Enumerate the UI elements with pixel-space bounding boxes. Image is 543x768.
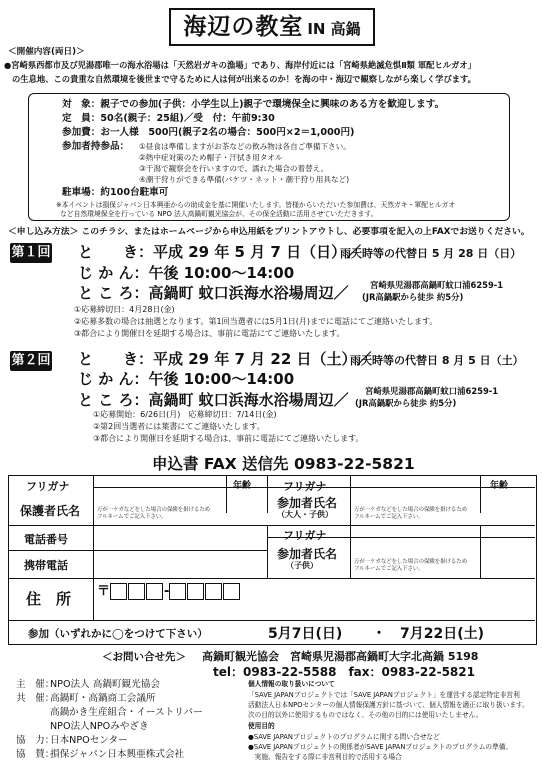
title-text: 海辺の教室 (183, 14, 304, 40)
participant-name-input[interactable] (351, 488, 479, 524)
postal-dash: - (164, 584, 170, 599)
info-note-2: など自然環境保全を行っている NPO 法人高鍋町観光協会が、その保全活動に活用させていただきます。 (60, 210, 378, 218)
guardian-name-input[interactable] (94, 488, 226, 524)
age-label-right: 年齢 (490, 481, 509, 491)
privacy-line-3: 次の目的以外に使用するものではなく、その他の目的には使用いたしません。 (248, 711, 483, 719)
intro-line-1: ●宮崎県西都市及び児湯郡唯一の海水浴場は「天然岩ガキの漁場」であり、海岸付近には「宮崎県絶滅危惧Ⅱ類 軍配ヒルガオ」 (4, 60, 476, 70)
round-1-address: 宮崎県児湯郡高鍋町蚊口浦6259-1 (370, 280, 504, 290)
round-1-note-3: ③都合により開催日を延期する場合は、事前に電話にてご連絡いたします。 (74, 329, 345, 338)
fee-line: 参加費：お一人様 500円(親子2名の場合：500円×2＝1,000円) (62, 127, 355, 138)
postal-digit-box[interactable] (223, 583, 240, 600)
items-label: 参加者持参品： (62, 141, 130, 152)
participant-child-name-label: 参加者氏名 (277, 547, 338, 561)
privacy-title: 個人情報の取り扱いについて (248, 680, 335, 688)
apply-method: ＜申し込み方法＞ このチラシ、またはホームページから申込用紙をプリントアウトし、必要事項を記入の上FAXでお送りください。 (8, 227, 530, 237)
round-2-date: と き：平成 29 年 7 月 22 日（土）／ (78, 350, 372, 368)
contact-label: ＜お問い合せ先＞ (102, 651, 186, 663)
participant-child-name-input[interactable] (351, 538, 479, 577)
round-1-access: (JR高鍋駅から徒歩 約5分) (362, 292, 464, 302)
postal-digit-box[interactable] (146, 583, 163, 600)
item-3: ③干潟で観察会を行いますので、濡れた場合の着替え。 (139, 164, 329, 173)
participant-name-label: 参加者氏名 (277, 496, 338, 510)
capacity-line: 定 員：50名(親子：25組)／受 付：午前9:30 (62, 113, 275, 124)
organizer-sponsor: 損保ジャパン日本興亜株式会社 (50, 749, 185, 760)
child-name-note-2: フルネームでご記入下さい。 (354, 566, 424, 572)
round-1-note-2: ②応募多数の場合は抽選となります。第1回当選者には5月1日(月)までに電話にてご連絡いたします。 (74, 317, 438, 326)
privacy-purpose-3: 実施、報告をする際に非営利目的で活用する場合 (248, 753, 402, 761)
organizer-role-sponsor: 協 賛： (16, 749, 55, 760)
round-2-access: (JR高鍋駅から徒歩 約5分) (355, 398, 457, 408)
title-suffix: IN 高鍋 (307, 20, 361, 38)
round-2-address: 宮崎県児湯郡高鍋町蚊口浦6259-1 (365, 386, 499, 396)
guardian-name-label: 保護者氏名 (20, 504, 81, 518)
privacy-purpose-title: 使用目的 (248, 722, 275, 730)
participant-child-type-label: （子供） (286, 561, 318, 570)
fax-title: 申込書 FAX 送信先 0983-22-5821 (152, 455, 415, 473)
target-line: 対 象：親子での参加(子供：小学生以上)親子で環境保全に興味のある方を歓迎します。 (62, 99, 445, 110)
furigana-label-left: フリガナ (26, 480, 70, 493)
contact-tel: tel：0983-22-5588 fax：0983-22-5821 (213, 665, 475, 679)
postal-digit-box[interactable] (110, 583, 127, 600)
organizer-role-host: 主 催： (16, 679, 55, 690)
postal-digit-box[interactable] (169, 583, 186, 600)
organizer-cohost-1: 高鍋町・高鍋商工会議所 (50, 693, 156, 704)
mobile-label: 携帯電話 (24, 559, 68, 572)
participant-name-note-1: 万が一ケガなどをした場合の保険を掛けるため (354, 507, 468, 513)
guardian-name-note-1: 万が一ケガなどをした場合の保険を掛けるため (97, 507, 211, 513)
address-label: 住 所 (26, 590, 72, 608)
round-2-badge: 第２回 (10, 351, 52, 371)
option-separator: ・ (372, 626, 386, 642)
participation-label: 参加（いずれかに◯をつけて下さい） (28, 628, 208, 640)
privacy-purpose-1: ●SAVE JAPANプロジェクトのプログラムに関する問い合せなど (248, 733, 440, 741)
round-1-rain-date: 雨天時等の代替日 5 月 28 日（日） (340, 247, 522, 260)
round-1-date: と き：平成 29 年 5 月 7 日（日）／ (78, 243, 362, 261)
postal-digit-box[interactable] (187, 583, 204, 600)
age-label-left: 年齢 (233, 481, 252, 491)
option-july-22[interactable]: 7月22日(土) (400, 626, 485, 642)
organizer-cohost-2: 高鍋かき生産組合・イーストリバー (50, 707, 203, 718)
privacy-line-1: 「SAVE JAPANプロジェクトでは「SAVE JAPANプロジェクト」を運営する認定特定非営利 (248, 691, 520, 699)
postal-mark: 〒 (97, 584, 111, 599)
organizer-host: NPO法人 高鍋町観光協会 (50, 679, 160, 690)
guardian-name-note-2: フルネームでご記入下さい。 (97, 514, 167, 520)
item-1: ①昼食は準備しますがお茶などの飲み物は各自ご準備下さい。 (139, 142, 351, 151)
parking-line: 駐車場：約100台駐車可 (62, 187, 169, 198)
phone-input[interactable] (94, 526, 266, 549)
round-2-rain-date: 雨天時等の代替日 8 月 5 日（土） (350, 354, 524, 367)
round-2-note-2: ②第2回当選者には葉書にてご連絡いたします。 (93, 422, 265, 431)
organizer-cohost-3: NPO法人NPOみやざき (50, 721, 149, 732)
item-4: ④潮干狩りができる準備(バケツ・ネット・潮干狩り用具など) (139, 175, 350, 184)
round-2-time: じ か ん：午後 10:00～14:00 (78, 370, 295, 388)
contact-org: 高鍋町観光協会 宮崎県児湯郡高鍋町大字北高鍋 5198 (202, 650, 479, 663)
round-1-time: じ か ん：午後 10:00～14:00 (78, 264, 295, 282)
round-2-place: と こ ろ：高鍋町 蚊口浜海水浴場周辺／ (78, 391, 349, 409)
item-2: ②熱中症対策のため帽子・汗拭き用タオル (139, 153, 283, 162)
postal-digit-box[interactable] (128, 583, 145, 600)
privacy-line-2: 活動法人日本NPOセンターの個人情報保護方針に基づいて、個人情報を適正に取り扱います。 (248, 701, 529, 709)
furigana-label-right: フリガナ (283, 480, 327, 493)
participant-name-note-2: フルネームでご記入下さい。 (354, 514, 424, 520)
option-may-7[interactable]: 5月7日(日) (268, 626, 343, 642)
round-1-badge: 第１回 (10, 243, 52, 263)
intro-line-2: の生息地、この貴重な自然環境を後世まで守るために人は何が出来るのか！を海の中・海辺で観察しながら楽しく学びます。 (12, 74, 476, 84)
round-2-note-3: ③都合により開催日を延期する場合は、事前に電話にてご連絡いたします。 (93, 434, 364, 443)
organizer-role-cohost: 共 催： (16, 693, 55, 704)
address-input[interactable] (94, 600, 534, 619)
info-note-1: ※本イベントは損保ジャパン日本興亜からの助成金を基に開催いたします。皆様からいただいた参加費は、天然ガキ・軍配ヒルガオ (56, 201, 456, 209)
organizer-cooperation: 日本NPOセンター (50, 735, 128, 746)
child-name-note-1: 万が一ケガなどをした場合の保険を掛けるため (354, 559, 468, 565)
round-1-note-1: ①応募締切日：4月28日(金) (74, 305, 175, 314)
participant-type-label: （大人・子供） (277, 510, 333, 519)
postal-code-field[interactable] (97, 580, 241, 600)
mobile-input[interactable] (94, 551, 266, 577)
round-2-note-1: ①応募開始：6/26日(月) 応募締切日：7/14日(金) (93, 410, 277, 419)
round-1-place: と こ ろ：高鍋町 蚊口浜海水浴場周辺／ (78, 284, 349, 302)
phone-label: 電話番号 (24, 533, 68, 546)
furigana-label-child: フリガナ (283, 529, 327, 542)
intro-heading: ＜開催内容(両日)＞ (8, 47, 85, 57)
privacy-purpose-2: ●SAVE JAPANプロジェクトの関係者がSAVE JAPANプロジェクトのプログラムの準備、 (248, 743, 513, 751)
organizer-role-cooperation: 協 力： (16, 735, 55, 746)
page-title (169, 8, 375, 46)
postal-digit-box[interactable] (205, 583, 222, 600)
